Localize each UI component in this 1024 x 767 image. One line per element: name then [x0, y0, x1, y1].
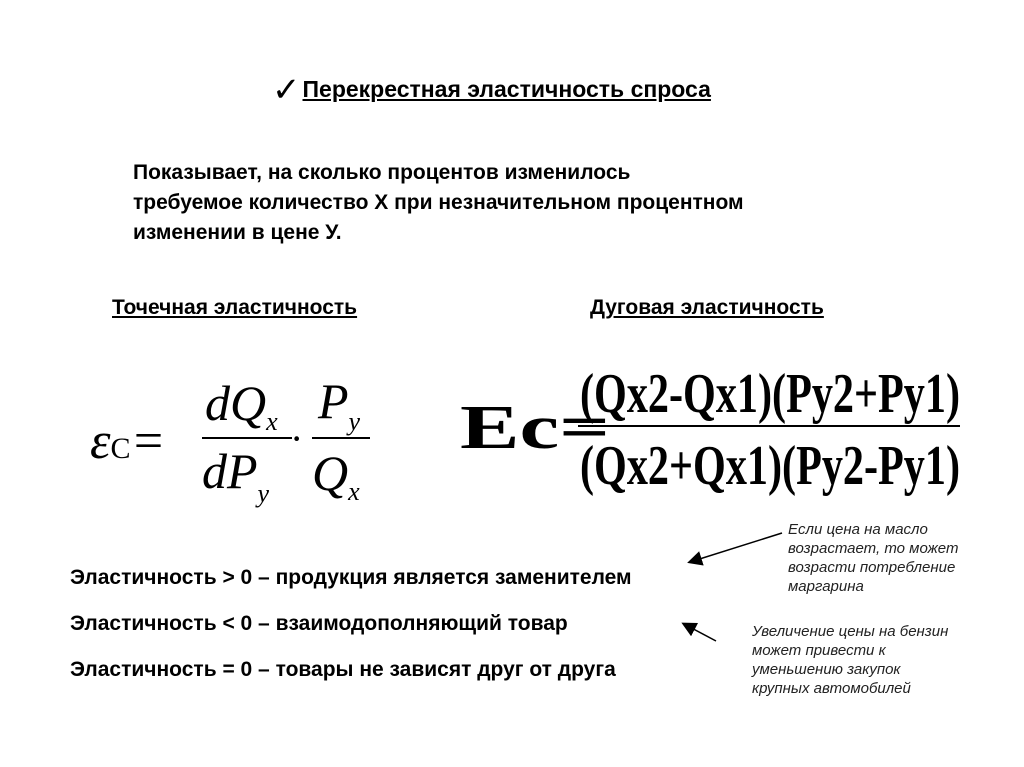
- arc-formula-numerator: (Qx2-Qx1)(Py2+Py1): [580, 363, 960, 425]
- arc-formula-lhs: Ec=: [460, 394, 610, 462]
- arc-elasticity-heading: Дуговая эластичность: [590, 296, 824, 319]
- rule-substitute: Эластичность > 0 – продукция является заменителем: [70, 566, 632, 589]
- arrow-to-substitute: [690, 533, 782, 562]
- formula-num2: $P_y$: [318, 373, 361, 436]
- arrow-to-complement: [684, 624, 716, 641]
- note-gasoline-cars: Увеличение цены на бензин может привести к уменьшению закупок крупных автомобилей: [752, 623, 949, 697]
- formula-den2: $Q_x$: [312, 445, 360, 506]
- rule-complement: Эластичность < 0 – взаимодополняющий товар: [70, 612, 568, 635]
- point-elasticity-heading: Точечная эластичность: [112, 296, 358, 319]
- description: Показывает, на сколько процентов изменилось требуемое количество X при незначительном процентном изменении в цене У.: [133, 161, 744, 244]
- slide-title-text: Перекрестная эластичность спроса: [302, 76, 711, 102]
- rule-independent: Эластичность = 0 – товары не зависят друг от друга: [70, 658, 616, 681]
- formula-num1: $dQ_x$: [205, 375, 278, 436]
- arc-formula-denominator: (Qx2+Qx1)(Py2-Py1): [580, 435, 960, 497]
- checkmark-icon: ✓: [272, 71, 301, 109]
- formula-dot: ·: [290, 416, 304, 461]
- note-butter-margarine: Если цена на масло возрастает, то может возрасти потребление маргарина: [788, 521, 959, 595]
- formula-den1: $dP_y$: [202, 443, 270, 508]
- formula-lhs: εC=: [90, 413, 166, 470]
